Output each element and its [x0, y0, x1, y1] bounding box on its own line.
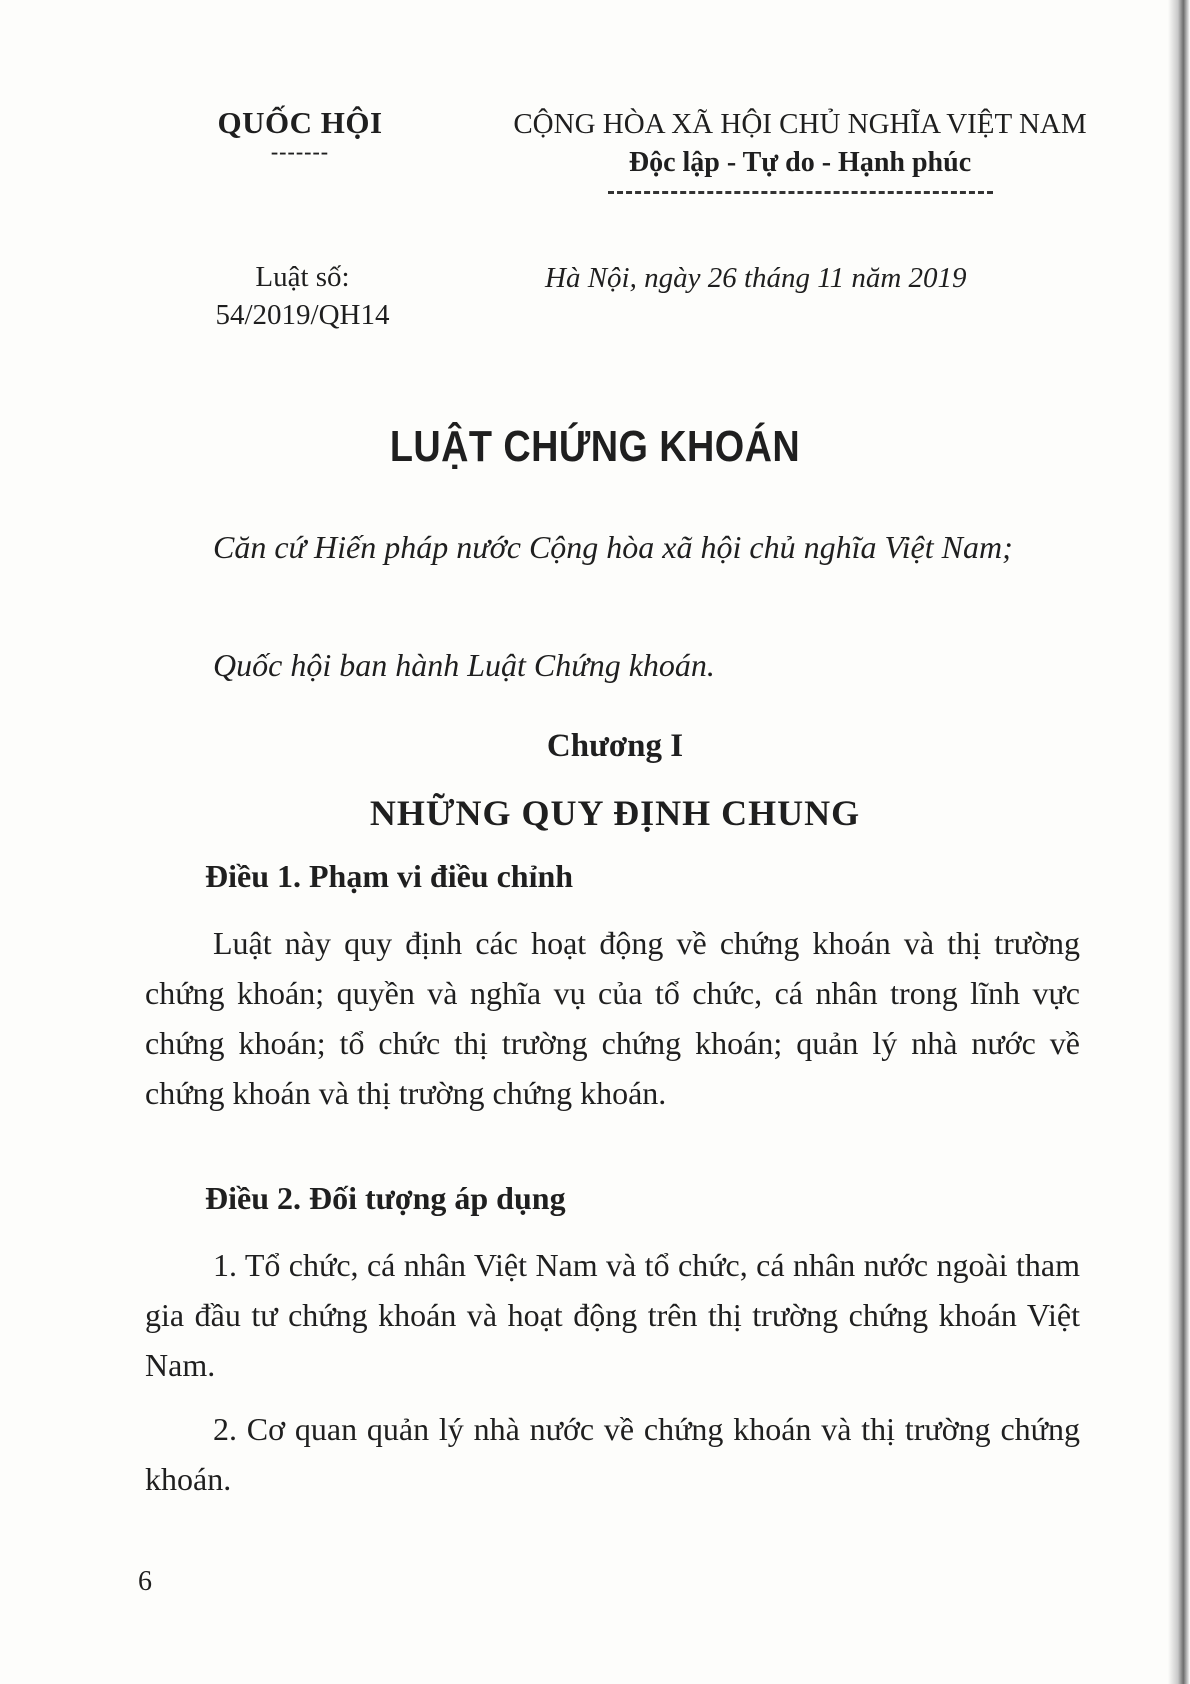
- law-number-value: 54/2019/QH14: [215, 299, 390, 331]
- article-2-paragraph-2: 2. Cơ quan quản lý nhà nước về chứng khoán và thị trường chứng khoán.: [145, 1411, 1080, 1497]
- article-1-heading: Điều 1. Phạm vi điều chỉnh: [205, 858, 574, 894]
- national-motto: Độc lập - Tự do - Hạnh phúc: [628, 147, 972, 178]
- book-page-edge: [1168, 0, 1190, 1684]
- motto-divider: [608, 191, 993, 194]
- issuer-block: [195, 105, 405, 165]
- law-number-block: [180, 258, 425, 334]
- issuer-rule: -------: [270, 139, 330, 164]
- preamble-basis: Căn cứ Hiến pháp nước Cộng hòa xã hội chủ nghĩa Việt Nam;: [213, 529, 1013, 565]
- preamble-enactment: Quốc hội ban hành Luật Chứng khoán.: [213, 647, 715, 683]
- chapter-name: NHỮNG QUY ĐỊNH CHUNG: [369, 793, 861, 833]
- law-title: LUẬT CHỨNG KHOÁN: [389, 422, 801, 471]
- law-number-label: Luật số:: [255, 261, 350, 293]
- chapter-number: Chương I: [546, 728, 684, 764]
- country-name: CỘNG HÒA XÃ HỘI CHỦ NGHĨA VIỆT NAM: [513, 108, 1087, 140]
- national-header: [490, 108, 1110, 194]
- article-2-paragraph-1: 1. Tổ chức, cá nhân Việt Nam và tổ chức, cá nhân nước ngoài tham gia đầu tư chứng khoán và hoạt động trên thị trường chứng khoán Việt Nam.: [145, 1247, 1080, 1383]
- article-2-heading: Điều 2. Đối tượng áp dụng: [205, 1180, 566, 1216]
- article-1-paragraph: Luật này quy định các hoạt động về chứng khoán và thị trường chứng khoán; quyền và nghĩa vụ của tổ chức, cá nhân trong lĩnh vực chứng khoán; tổ chức thị trường chứng khoán; quản lý nhà nước về chứng khoán và thị trường chứng khoán.: [145, 925, 1080, 1111]
- place-date: Hà Nội, ngày 26 tháng 11 năm 2019: [545, 262, 967, 294]
- issuer-name: QUỐC HỘI: [217, 105, 383, 140]
- page-number: 6: [138, 1566, 152, 1597]
